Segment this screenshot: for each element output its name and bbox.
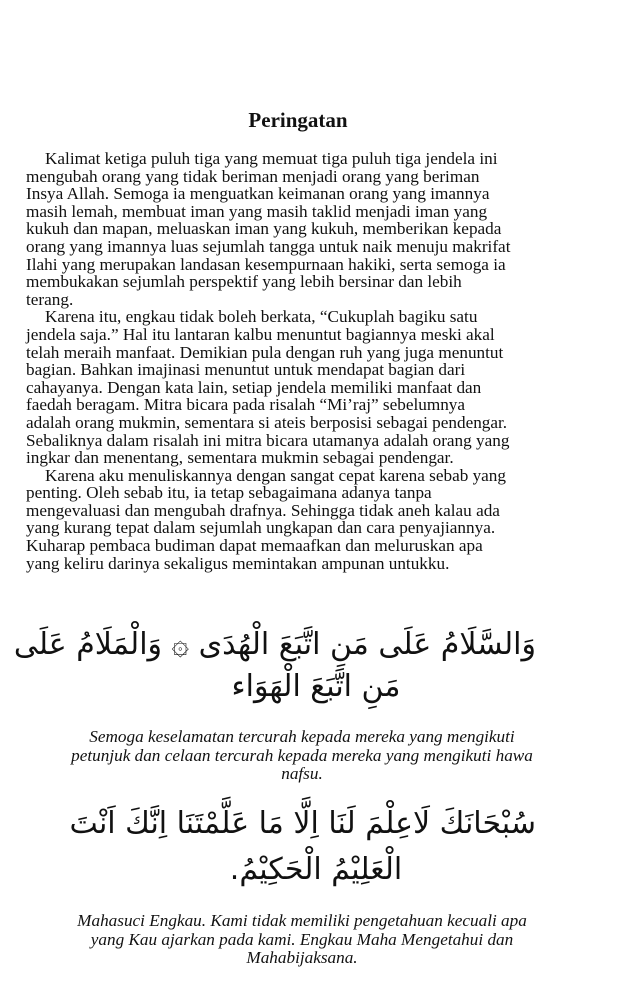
text-line: Kuharap pembaca budiman dapat memaafkan dan meluruskan apa — [26, 536, 483, 556]
translation-line: yang Kau ajarkan pada kami. Engkau Maha Mengetahui dan — [90, 929, 514, 949]
text-line: mengubah orang yang tidak beriman menjadi orang yang beriman — [26, 166, 480, 186]
paragraph-2 — [26, 308, 586, 466]
arabic-verse-1-line-2: مَنِ اتَّبَعَ الْهَوَاء — [231, 669, 401, 704]
text-line: faedah beragam. Mitra bicara pada risalah “Mi’raj” sebelumnya — [26, 395, 466, 415]
text-line: terang. — [26, 289, 74, 309]
text-line: jendela saja.” Hal itu lantaran kalbu menuntut bagiannya meski akal — [26, 324, 495, 344]
text-line: masih lemah, membuat iman yang masih taklid menjadi iman yang — [26, 201, 488, 221]
text-line: penting. Oleh sebab itu, ia tetap sebagaimana adanya tanpa — [26, 483, 432, 503]
text-line: cahayanya. Dengan kata lain, setiap jendela memiliki manfaat dan — [26, 377, 482, 397]
translation-line: Mahabijaksana. — [246, 948, 358, 967]
translation-1 — [22, 728, 582, 784]
text-line: Insya Allah. Semoga ia menguatkan keimanan orang yang imannya — [26, 184, 490, 204]
text-line: Karena aku menuliskannya dengan sangat cepat karena sebab yang — [45, 465, 506, 485]
arabic-verse-1-line-1: وَالسَّلَامُ عَلَى مَنِ اتَّبَعَ الْهُدَى ۞ وَالْمَلَامُ عَلَى — [13, 627, 536, 662]
text-line: membukakan sejumlah perspektif yang lebih bersinar dan lebih — [26, 272, 462, 292]
translation-line: petunjuk dan celaan tercurah kepada mereka yang mengikuti hawa — [71, 745, 533, 765]
translation-line: Mahasuci Engkau. Kami tidak memiliki pengetahuan kecuali apa — [77, 911, 527, 930]
text-line: ingkar dan menentang, sementara mukmin sebagai pendengar. — [26, 448, 454, 468]
text-line: yang keliru darinya sekaligus memintakan ampunan untukku. — [26, 553, 450, 573]
text-line: Kalimat ketiga puluh tiga yang memuat tiga puluh tiga jendela ini — [45, 149, 498, 168]
text-line: adalah orang mukmin, sementara si ateis berposisi sebagai pendengar. — [26, 412, 508, 432]
text-line: Karena itu, engkau tidak boleh berkata, “Cukuplah bagiku satu — [45, 307, 478, 327]
text-line: Ilahi yang merupakan landasan kesempurnaan hakiki, serta semoga ia — [26, 254, 506, 274]
text-line: telah meraih manfaat. Demikian pula dengan ruh yang juga menuntut — [26, 342, 504, 362]
text-line: kukuh dan mapan, meluaskan iman yang kukuh, memberikan kepada — [26, 219, 502, 239]
text-line: mengevaluasi dan mengubah drafnya. Sehingga tidak aneh kalau ada — [26, 500, 500, 520]
page-title: Peringatan — [248, 108, 348, 132]
arabic-verse-2-line-2: الْعَلِيْمُ الْحَكِيْمُ. — [229, 852, 403, 887]
translation-line: nafsu. — [281, 764, 323, 783]
text-line: Sebaliknya dalam risalah ini mitra bicara utamanya adalah orang yang — [26, 430, 510, 450]
text-line: bagian. Bahkan imajinasi menuntut untuk mendapat bagian dari — [26, 360, 466, 380]
body-text — [26, 150, 586, 572]
text-line: orang yang imannya luas sejumlah tangga untuk naik menuju makrifat — [26, 236, 511, 256]
paragraph-1 — [26, 150, 586, 308]
paragraph-3 — [26, 467, 586, 573]
translation-line: Semoga keselamatan tercurah kepada mereka yang mengikuti — [89, 727, 515, 746]
text-line: yang kurang tepat dalam sejumlah ungkapan dan cara penyajiannya. — [26, 518, 496, 538]
arabic-verse-2-line-1: سُبْحَانَكَ لَاعِلْمَ لَنَا اِلَّا مَا عَلَّمْتَنَا اِنَّكَ اَنْتَ — [69, 806, 536, 841]
translation-2 — [22, 912, 582, 968]
